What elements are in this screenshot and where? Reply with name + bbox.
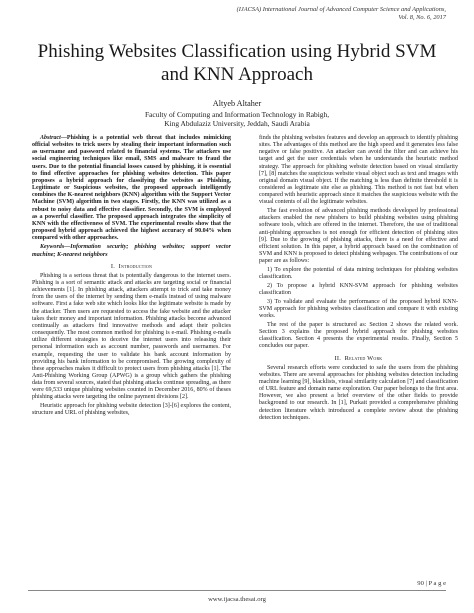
right-column <box>259 135 458 424</box>
section-number: I. <box>110 262 116 270</box>
section-number: II. <box>334 354 342 362</box>
paragraph: Phishing is a serious threat that is potentially dangerous to the internet users. Phishing is a sort of semantic attack and attacks are targeting social or financial achievements [1]. In phishing attack, attackers attempt to trick and take money from the users of the internet by sending them e-mails instead of using malware software. First a fake web site which looks like the legitimate website is made by the attacker. Then users are requested to access the fake website and the attacker takes their money and important information. Phishing attacks become advanced continually as attackers find innovative methods and adapt their policies consequently. The most common method for phishing is e-mail. Phishing e-mails utilize different strategies to deceive the internet users into releasing their personal information such as account number, passwords and usernames. For example, requesting the user to validate his bank account information by providing his bank information to be compromised. The growing complexity of these approaches makes it difficult to protect users from phishing attacks [1]. The Anti-Phishing Working Group (APWG) is a group which gathers the phishing data from several sources, stated that phishing attacks continue spreading, as there were 69,533 unique phishing websites counted in December 2016, 80% of theses phishing attacks were targeting the online payment divisions [2]. <box>32 272 231 401</box>
section-heading-related-work <box>259 355 458 362</box>
journal-name: (IJACSA) International Journal of Advanced Computer Science and Applications, <box>236 6 446 13</box>
abstract-text: —Phishing is a potential web threat that includes mimicking official websites to trick users by stealing their important information such as username and password related to financial systems. The attackers use social engineering techniques like email, SMS and malware to fraud the users. Due to the potential financial losses caused by phishing, it is essential to find effective approaches for phishing websites detection. This paper proposes a hybrid approach for classifying the websites as Phishing, Legitimate or Suspicious websites, the proposed approach intelligently combines the K-nearest neighbors (KNN) algorithm with the Support Vector Machine (SVM) algorithm in two stages. Firstly, the KNN was utilized as a robust to noisy data and effective classifier. Secondly, the SVM is employed as a powerful classifier. The proposed approach integrates the simplicity of KNN with the effectiveness of SVM. The experimental results show that the proposed hybrid approach achieved the highest accuracy of 90.04% when compared with other approaches. <box>32 135 231 242</box>
paper-title <box>20 40 454 86</box>
page-number: 90 | P a g e <box>417 580 446 587</box>
paper-title-line1: Phishing Websites Classification using Hybrid SVM <box>37 41 437 62</box>
keywords-label: Keywords <box>40 244 65 251</box>
footer-divider <box>28 590 446 591</box>
paragraph: The rest of the paper is structured as: Section 2 shows the related work. Section 3 explains the proposed hybrid approach for phishing websites classification. Section 4 presents the experimental results. Finally, Section 5 concludes our paper. <box>259 321 458 350</box>
paragraph: finds the phishing websites features and develop an approach to identify phishing sites. The advantages of this method are the high speed and it generates less false negative or false positive. An attacker can avoid the filter and can achieve his target and get the user credentials when he understands the heuristic method strategy. The approach for phishing website detection based on visual similarity [7], [8] matches the suspicious website visual object such as text and images with original domain visual object. If the matching is less than definite threshold it is considered as legitimate site else as phishing. This method is not fast but when compared with heuristic approach since it matches the suspicious website with the visual contents of all the legitimate websites. <box>259 135 458 206</box>
author-affiliation-line1: Faculty of Computing and Information Technology in Rabigh, <box>144 110 330 119</box>
keywords-text: —Information security; phishing websites; support vector machine; K-nearest neighbors <box>32 244 231 258</box>
author-affiliation-line2: King Abdulaziz University, Jeddah, Saudi Arabia <box>164 119 310 128</box>
journal-url: www.ijacsa.thesai.org <box>208 596 266 603</box>
abstract <box>32 135 231 242</box>
left-column <box>32 135 231 419</box>
author-name: Altyeb Altaher <box>212 99 262 108</box>
journal-volume: Vol. 8, No. 6, 2017 <box>398 14 446 21</box>
journal-header <box>146 6 446 22</box>
abstract-label: Abstract <box>40 135 61 141</box>
section-heading-introduction <box>32 263 231 270</box>
contribution-item: 3) To validate and evaluate the performance of the proposed hybrid KNN-SVM approach for phishing websites classification and compare it with existing works. <box>259 298 458 320</box>
contribution-item: 2) To propose a hybrid KNN-SVM approach for phishing websites classification <box>259 282 458 297</box>
section-title: Introduction <box>118 262 153 270</box>
paper-title-line2: and KNN Approach <box>161 64 313 85</box>
paragraph: Several research efforts were conducted to safe the users from the phishing websites. There are several approaches for phishing websites detection including machine learning [9], blacklists, visual similarity calculation [7] and classification of URL feature and domain name exploration. Our paper belongs to the first area. However, we also present a brief overview of the other fields to provide background to our research. In [1], Purkait provided a comprehensive phishing detection literature which introduced a complete review about the phishing detection techniques. <box>259 364 458 421</box>
author-block <box>40 99 434 128</box>
paragraph: Heuristic approach for phishing website detection [3]-[6] explores the content, structure and URL of phishing websites, <box>32 403 231 417</box>
section-title: Related Work <box>344 354 383 362</box>
contribution-item: 1) To explore the potential of data mining techniques for phishing websites classification. <box>259 267 458 281</box>
paragraph: The fast evolution of advanced phishing methods developed by professional attackers enabled the new phishers to build phishing websites using phishing software tools, which are offered in the internet. Therefore, the use of traditional anti-phishing approaches is not enough for efficient detection of phishing sites [9]. Due to the growing of phishing attacks, there is a need for effective and efficient solution. In this paper, a hybrid approach based on the combination of SVM and KNN is proposed to detect phishing webpages. The contributions of our paper are as follows: <box>259 208 458 265</box>
keywords <box>32 244 231 258</box>
